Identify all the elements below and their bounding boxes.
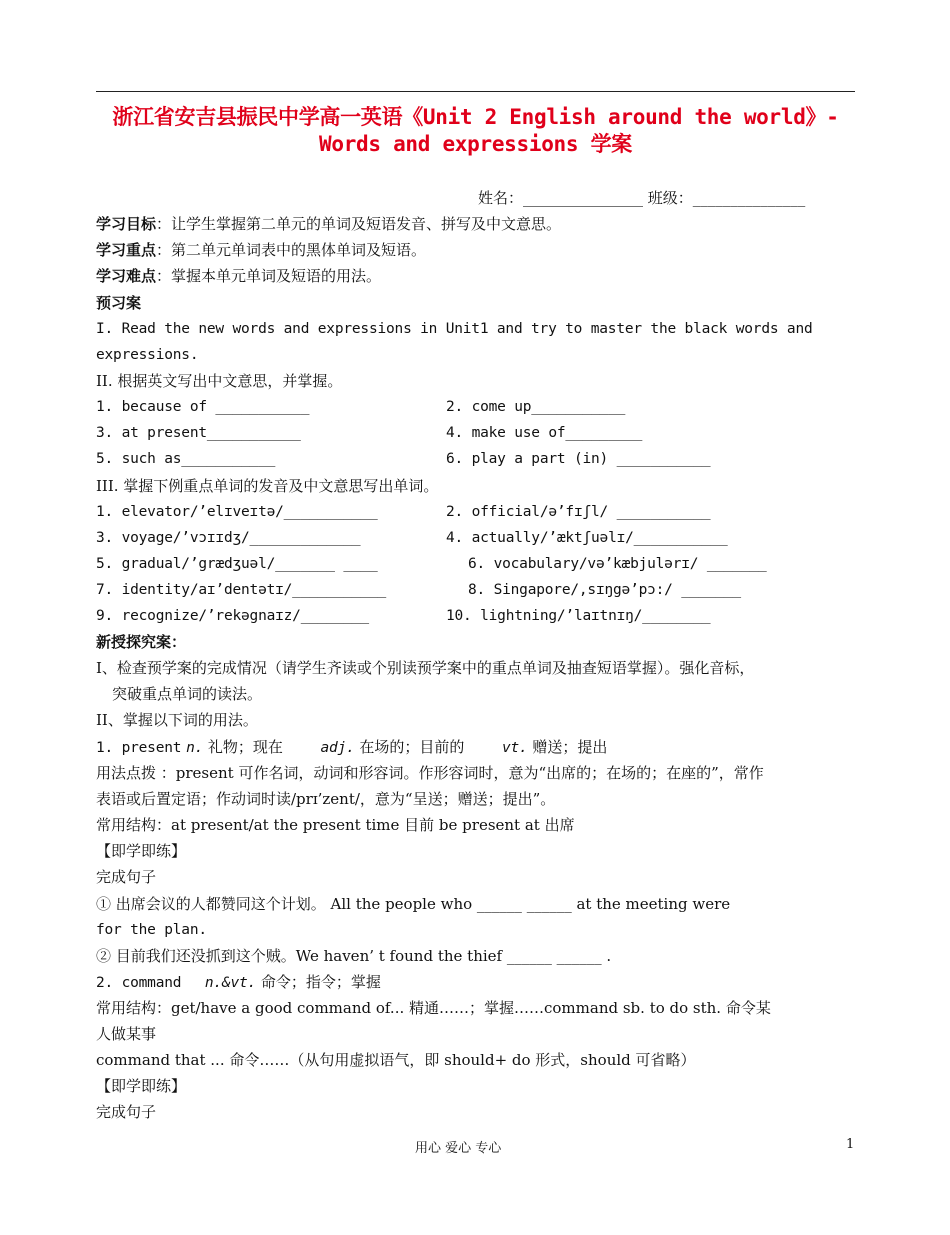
part3-item: 10. lightning/’laɪtnɪŋ/________: [446, 608, 711, 624]
word2-structure-line-3: command that ... 命令……（从句用虚拟语气，即 should+ do 形式，should 可省略）: [96, 1051, 696, 1069]
word2-pos: n.&vt.: [204, 975, 257, 991]
part2-item: 2. come up___________: [446, 399, 626, 415]
part2-item: 3. at present___________: [96, 425, 301, 441]
part3-item: 9. recognize/’rekəgnaɪz/________: [96, 608, 369, 624]
part1-line-2: expressions.: [96, 347, 199, 363]
part2-item: 1. because of ___________: [96, 399, 310, 415]
new-part2-heading: II、掌握以下词的用法。: [96, 711, 258, 729]
part3-row: [96, 603, 856, 629]
part2-heading: II. 根据英文写出中文意思，并掌握。: [96, 372, 343, 390]
word1-sentence-1-line-1: ① 出席会议的人都赞同这个计划。 All the people who ______ ______ at the meeting were: [96, 895, 731, 913]
part2-row: [96, 394, 856, 420]
new-part1-line-1: I、检查预学案的完成情况（请学生齐读或个别读预学案中的重点单词及抽查短语掌握）。强化音标，: [96, 659, 755, 677]
part3-item: 8. Singapore/,sɪŋgə’pɔ:/ _______: [468, 582, 741, 598]
word1-complete-label: 完成句子: [96, 868, 157, 886]
title-line-2: Words and expressions 学案: [319, 132, 632, 156]
part3-row: [96, 499, 856, 525]
key-point-row: [96, 237, 856, 263]
word1-head-word: 1. present: [96, 740, 182, 756]
word2-complete-label: 完成句子: [96, 1103, 157, 1121]
footer-motto: 用心 爱心 专心: [415, 1141, 502, 1156]
word1-usage-line-2: 表语或后置定语；作动词时读/prɪ’zent/，意为“呈送；赠送；提出”。: [96, 790, 556, 808]
word1-pos-adj: adj.: [320, 740, 355, 756]
part2-row: [96, 420, 856, 446]
preview-heading: 预习案: [96, 294, 142, 312]
part3-item: 5. gradual/’grædʒuəl/_______ ____: [96, 556, 378, 572]
part3-item: 2. official/ə’fɪʃl/ ___________: [446, 504, 711, 520]
word1-pos-n: n.: [186, 740, 204, 756]
part3-heading: III. 掌握下例重点单词的发音及中文意思写出单词。: [96, 477, 439, 495]
part2-row: [96, 446, 856, 472]
word2-structure-line-1: 常用结构：get/have a good command of... 精通……；掌握……command sb. to do sth. 命令某: [96, 999, 771, 1017]
part3-row: [96, 577, 856, 603]
word1-mean-vt: 赠送；提出: [527, 738, 608, 756]
word2-structure-line-2: 人做某事: [96, 1025, 157, 1043]
part2-item: 5. such as___________: [96, 451, 276, 467]
goal-row: [96, 211, 856, 237]
word1-practice-label: 【即学即练】: [96, 842, 187, 860]
part2-item: 6. play a part (in) ___________: [446, 451, 711, 467]
word1-pos-vt: vt.: [501, 740, 528, 756]
key-point-label: 学习重点: [96, 241, 157, 259]
word1-mean-adj: 在场的；目前的: [354, 738, 465, 756]
word2-mean: 命令；指令；掌握: [256, 973, 381, 991]
word1-mean-n: 礼物；现在: [203, 738, 283, 756]
part3-row: [96, 551, 856, 577]
part3-item: 7. identity/aɪ’dentətɪ/___________: [96, 582, 387, 598]
page-number: 1: [846, 1137, 855, 1152]
part3-row: [96, 525, 856, 551]
new-heading: 新授探究案：: [96, 633, 187, 651]
difficulty-label: 学习难点: [96, 267, 157, 285]
word2-header: [96, 969, 856, 996]
part1-line-1: I. Read the new words and expressions in Unit1 and try to master the black words and: [96, 321, 813, 337]
word1-header: [96, 734, 856, 761]
word1-sentence-1-line-2: for the plan.: [96, 922, 207, 938]
top-rule: [96, 91, 855, 92]
part3-item: 6. vocabulary/və’kæbjulərɪ/ _______: [468, 556, 767, 572]
goal-label: 学习目标: [96, 215, 157, 233]
part3-item: 1. elevator/’elɪveɪtə/___________: [96, 504, 378, 520]
document-title: [96, 104, 855, 158]
word1-structure: 常用结构：at present/at the present time 目前 be present at 出席: [96, 816, 575, 834]
difficulty-row: [96, 263, 856, 289]
word1-sentence-2: ② 目前我们还没抓到这个贼。We haven’ t found the thief ______ ______ .: [96, 947, 612, 965]
part2-item: 4. make use of_________: [446, 425, 643, 441]
word2-practice-label: 【即学即练】: [96, 1077, 187, 1095]
key-point-text: ：第二单元单词表中的黑体单词及短语。: [156, 241, 427, 259]
difficulty-text: ：掌握本单元单词及短语的用法。: [156, 267, 382, 285]
part3-item: 3. voyage/’vɔɪɪdʒ/_____________: [96, 530, 361, 546]
word2-head-word: 2. command: [96, 975, 182, 991]
new-part1-line-2: 突破重点单词的读法。: [112, 685, 263, 703]
part3-item: 4. actually/’æktʃuəlɪ/___________: [446, 530, 728, 546]
goal-text: ：让学生掌握第二单元的单词及短语发音、拼写及中文意思。: [156, 215, 562, 233]
title-line-1: 浙江省安吉县振民中学高一英语《Unit 2 English around the world》-: [112, 105, 839, 129]
name-class-line: 姓名：________________ 班级：_______________: [478, 189, 806, 207]
word1-usage-line-1: 用法点拨 ：present 可作名词，动词和形容词。作形容词时，意为“出席的；在场的；在座的”，常作: [96, 764, 764, 782]
